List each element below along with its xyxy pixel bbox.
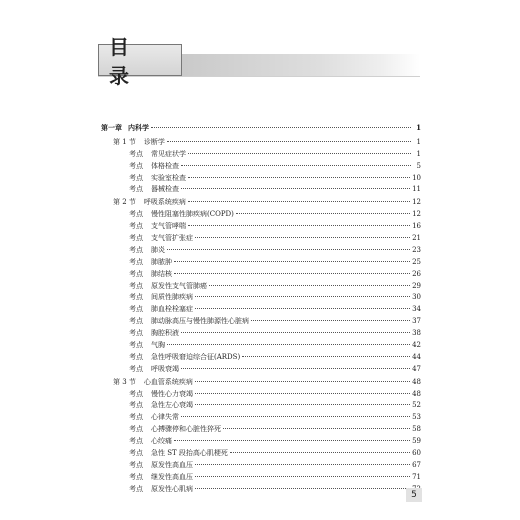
toc-entry-page: 48 [412, 377, 421, 386]
toc-entry-point[interactable] [101, 233, 421, 245]
toc-leader-dots [167, 140, 411, 142]
toc-entry-title: 支气管扩张症 [151, 234, 193, 243]
toc-leader-dots [174, 439, 410, 441]
toc-entry-label: 考点 [129, 437, 143, 446]
toc-entry-page: 25 [412, 257, 421, 266]
toc-leader-dots [181, 367, 410, 369]
toc-entry-point[interactable] [101, 484, 421, 496]
toc-entry-label: 考点 [129, 149, 143, 158]
toc-entry-page: 1 [416, 149, 421, 158]
toc-entry-label: 第 1 节 [113, 137, 136, 146]
toc-entry-page: 48 [412, 389, 421, 398]
toc-entry-title: 实验室检查 [151, 173, 186, 182]
toc-entry-page: 12 [412, 198, 421, 207]
toc-leader-dots [188, 152, 411, 154]
toc-entry-section[interactable] [101, 197, 421, 209]
toc-entry-section[interactable] [101, 377, 421, 389]
toc-entry-label: 考点 [129, 305, 143, 314]
toc-entry-label: 考点 [129, 257, 143, 266]
toc-entry-title: 器械检查 [151, 185, 179, 194]
toc-entry-point[interactable] [101, 436, 421, 448]
toc-entry-label: 考点 [129, 222, 143, 231]
toc-entry-page: 21 [412, 234, 421, 243]
toc-entry-title: 肺脓肿 [151, 257, 172, 266]
toc-entry-section[interactable] [101, 137, 421, 149]
toc-entry-page: 30 [412, 293, 421, 302]
toc-entry-label: 考点 [129, 293, 143, 302]
toc-entry-title: 肺血栓栓塞症 [151, 305, 193, 314]
toc-entry-point[interactable] [101, 389, 421, 401]
toc-entry-label: 考点 [129, 413, 143, 422]
toc-entry-title: 肺动脉高压与慢性肺源性心脏病 [151, 317, 249, 326]
toc-entry-label: 考点 [129, 352, 143, 361]
toc-leader-dots [195, 392, 410, 394]
toc-leader-dots [181, 415, 410, 417]
toc-entry-point[interactable] [101, 448, 421, 460]
toc-entry-page: 1 [416, 123, 421, 132]
toc-entry-page: 47 [412, 364, 421, 373]
table-of-contents [101, 122, 421, 496]
toc-entry-label: 考点 [129, 210, 143, 219]
toc-entry-title: 诊断学 [143, 137, 165, 146]
toc-entry-page: 67 [412, 460, 421, 469]
toc-entry-page: 34 [412, 305, 421, 314]
toc-entry-label: 考点 [129, 185, 143, 194]
toc-entry-label: 考点 [129, 425, 143, 434]
toc-entry-page: 52 [412, 401, 421, 410]
toc-leader-dots [195, 463, 410, 465]
toc-entry-label: 考点 [129, 281, 143, 290]
toc-leader-dots [195, 403, 410, 405]
toc-leader-dots [195, 487, 410, 489]
toc-entry-page: 1 [416, 137, 421, 146]
toc-entry-label: 第 3 节 [113, 377, 136, 386]
toc-entry-label: 考点 [129, 449, 143, 458]
toc-entry-page: 71 [412, 472, 421, 481]
toc-entry-label: 第 2 节 [113, 198, 136, 207]
toc-entry-title: 急性呼吸窘迫综合征(ARDS) [151, 352, 241, 361]
toc-entry-page: 58 [412, 425, 421, 434]
toc-entry-label: 考点 [129, 389, 143, 398]
toc-entry-point[interactable] [101, 245, 421, 257]
toc-entry-page: 42 [412, 341, 421, 350]
toc-leader-dots [195, 236, 410, 238]
toc-entry-page: 60 [412, 449, 421, 458]
toc-entry-label: 考点 [129, 460, 143, 469]
toc-entry-page: 53 [412, 413, 421, 422]
toc-entry-title: 间质性肺疾病 [151, 293, 193, 302]
toc-entry-point[interactable] [101, 364, 421, 376]
toc-entry-chapter[interactable] [101, 122, 421, 134]
toc-entry-title: 体格检查 [151, 161, 179, 170]
toc-entry-page: 26 [412, 269, 421, 278]
toc-entry-point[interactable] [101, 412, 421, 424]
toc-entry-title: 呼吸系统疾病 [143, 198, 186, 207]
toc-entry-title: 肺结核 [151, 269, 172, 278]
toc-entry-page: 12 [412, 210, 421, 219]
toc-entry-point[interactable] [101, 281, 421, 293]
toc-entry-title: 原发性心肌病 [151, 484, 193, 493]
toc-entry-label: 考点 [129, 472, 143, 481]
toc-leader-dots [230, 451, 410, 453]
toc-entry-point[interactable] [101, 400, 421, 412]
toc-entry-point[interactable] [101, 184, 421, 196]
toc-entry-title: 慢性心力衰竭 [151, 389, 193, 398]
toc-entry-label: 考点 [129, 161, 143, 170]
toc-entry-page: 10 [412, 173, 421, 182]
toc-entry-label: 考点 [129, 364, 143, 373]
toc-entry-title: 心血管系统疾病 [143, 377, 193, 386]
toc-leader-dots [174, 260, 410, 262]
toc-entry-label: 考点 [129, 269, 143, 278]
toc-entry-title: 原发性高血压 [151, 460, 193, 469]
toc-entry-label: 考点 [129, 234, 143, 243]
toc-entry-point[interactable] [101, 460, 421, 472]
toc-leader-dots [209, 284, 410, 286]
toc-entry-page: 23 [412, 245, 421, 254]
toc-entry-title: 心搏骤停和心脏性猝死 [151, 425, 221, 434]
toc-leader-dots [188, 176, 410, 178]
toc-leader-dots [242, 355, 410, 357]
toc-entry-page: 38 [412, 329, 421, 338]
toc-entry-point[interactable] [101, 316, 421, 328]
toc-entry-title: 气胸 [151, 341, 165, 350]
toc-entry-point[interactable] [101, 161, 421, 173]
toc-entry-label: 考点 [129, 329, 143, 338]
page-title: 目 录 [109, 35, 143, 88]
toc-entry-label: 考点 [129, 317, 143, 326]
toc-entry-page: 37 [412, 317, 421, 326]
toc-entry-title: 原发性支气管肺癌 [151, 281, 207, 290]
toc-entry-page: 29 [412, 281, 421, 290]
toc-entry-point[interactable] [101, 221, 421, 233]
toc-entry-point[interactable] [101, 472, 421, 484]
toc-entry-point[interactable] [101, 340, 421, 352]
toc-entry-point[interactable] [101, 352, 421, 364]
toc-entry-label: 考点 [129, 341, 143, 350]
toc-leader-dots [195, 475, 410, 477]
toc-entry-title: 呼吸衰竭 [151, 364, 179, 373]
toc-entry-label: 考点 [129, 245, 143, 254]
toc-entry-point[interactable] [101, 149, 421, 161]
toc-entry-title: 急性 ST 段抬高心肌梗死 [151, 449, 228, 458]
toc-entry-title: 心绞痛 [151, 437, 172, 446]
toc-entry-point[interactable] [101, 269, 421, 281]
toc-entry-title: 内科学 [128, 123, 149, 132]
toc-leader-dots [236, 212, 410, 214]
toc-entry-point[interactable] [101, 292, 421, 304]
toc-entry-point[interactable] [101, 424, 421, 436]
toc-leader-dots [174, 272, 410, 274]
toc-leader-dots [181, 164, 411, 166]
toc-entry-label: 第一章 [101, 123, 122, 132]
toc-leader-dots [251, 319, 410, 321]
toc-leader-dots [195, 307, 410, 309]
toc-entry-title: 支气管哮喘 [151, 222, 186, 231]
toc-entry-title: 慢性阻塞性肺疾病(COPD) [151, 210, 234, 219]
toc-entry-page: 16 [412, 222, 421, 231]
toc-entry-label: 考点 [129, 401, 143, 410]
toc-leader-dots [195, 295, 410, 297]
toc-entry-title: 胸腔积液 [151, 329, 179, 338]
toc-entry-title: 心律失常 [151, 413, 179, 422]
toc-leader-dots [151, 126, 411, 128]
toc-leader-dots [188, 224, 410, 226]
toc-entry-page: 11 [412, 185, 421, 194]
toc-entry-point[interactable] [101, 304, 421, 316]
toc-leader-dots [181, 187, 410, 189]
page-number: 5 [406, 488, 422, 502]
toc-entry-point[interactable] [101, 328, 421, 340]
title-banner-bar [170, 54, 420, 76]
toc-entry-page: 59 [412, 437, 421, 446]
toc-leader-dots [195, 380, 410, 382]
toc-leader-dots [188, 200, 410, 202]
toc-entry-point[interactable] [101, 257, 421, 269]
toc-leader-dots [167, 248, 410, 250]
toc-entry-title: 继发性高血压 [151, 472, 193, 481]
toc-entry-title: 肺炎 [151, 245, 165, 254]
toc-entry-page: 5 [416, 161, 421, 170]
toc-leader-dots [223, 427, 410, 429]
title-banner [98, 35, 182, 88]
toc-entry-point[interactable] [101, 173, 421, 185]
toc-leader-dots [181, 331, 410, 333]
toc-entry-title: 急性左心衰竭 [151, 401, 193, 410]
toc-entry-page: 44 [412, 352, 421, 361]
toc-entry-label: 考点 [129, 173, 143, 182]
toc-entry-label: 考点 [129, 484, 143, 493]
toc-leader-dots [167, 343, 410, 345]
toc-entry-title: 常见症状学 [151, 149, 186, 158]
toc-entry-point[interactable] [101, 209, 421, 221]
